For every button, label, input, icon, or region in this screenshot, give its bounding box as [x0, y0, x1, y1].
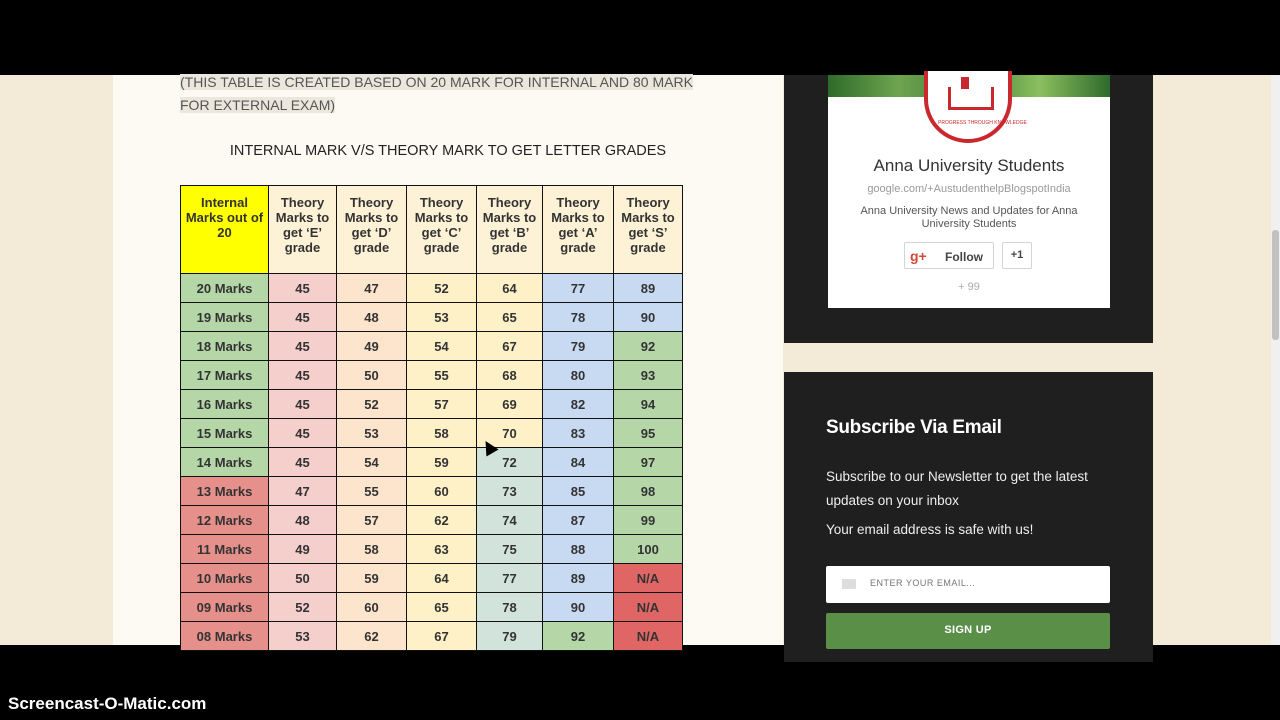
theory-mark-cell: 65: [477, 303, 543, 332]
header-b-grade: Theory Marks to get ‘B’ grade: [477, 186, 543, 274]
gplus-follow-button[interactable]: [904, 242, 994, 269]
theory-mark-cell: 54: [407, 332, 477, 361]
subscribe-safe-text: Your email address is safe with us!: [826, 522, 1034, 537]
theory-mark-cell: 79: [477, 622, 543, 651]
theory-mark-cell: 54: [337, 448, 407, 477]
internal-mark-cell: 09 Marks: [181, 593, 269, 622]
theory-mark-cell: 94: [614, 390, 683, 419]
internal-mark-cell: 18 Marks: [181, 332, 269, 361]
theory-mark-cell: 92: [614, 332, 683, 361]
table-note: (THIS TABLE IS CREATED BASED ON 20 MARK FOR INTERNAL AND 80 MARK FOR EXTERNAL EXAM): [180, 74, 693, 113]
follow-label: Follow: [945, 250, 983, 264]
theory-mark-cell: 84: [543, 448, 614, 477]
internal-mark-cell: 20 Marks: [181, 274, 269, 303]
theory-mark-cell: 77: [543, 274, 614, 303]
theory-mark-cell: 87: [543, 506, 614, 535]
theory-mark-cell: 47: [269, 477, 337, 506]
theory-mark-cell: 82: [543, 390, 614, 419]
theory-mark-cell: 52: [407, 274, 477, 303]
theory-mark-cell: 47: [337, 274, 407, 303]
theory-mark-cell: 72: [477, 448, 543, 477]
theory-mark-cell: 58: [337, 535, 407, 564]
theory-mark-cell: 53: [407, 303, 477, 332]
table-row: [181, 622, 683, 651]
theory-mark-cell: 59: [407, 448, 477, 477]
gplus-page-title[interactable]: Anna University Students: [873, 156, 1065, 175]
table-row: [181, 593, 683, 622]
theory-mark-cell: 49: [269, 535, 337, 564]
theory-mark-cell: 98: [614, 477, 683, 506]
internal-mark-cell: 11 Marks: [181, 535, 269, 564]
header-d-grade: Theory Marks to get ‘D’ grade: [337, 186, 407, 274]
theory-mark-cell: 90: [543, 593, 614, 622]
theory-mark-cell: 90: [614, 303, 683, 332]
theory-mark-cell: 93: [614, 361, 683, 390]
theory-mark-cell: 78: [543, 303, 614, 332]
subscribe-title: Subscribe Via Email: [826, 417, 1002, 438]
theory-mark-cell: 45: [269, 332, 337, 361]
theory-mark-cell: 63: [407, 535, 477, 564]
header-internal: Internal Marks out of 20: [181, 186, 269, 274]
table-row: [181, 506, 683, 535]
theory-mark-cell: 45: [269, 361, 337, 390]
grade-table-body: [181, 274, 683, 651]
header-e-grade: Theory Marks to get ‘E’ grade: [269, 186, 337, 274]
table-row: [181, 477, 683, 506]
theory-mark-cell: 58: [407, 419, 477, 448]
theory-mark-cell: 70: [477, 419, 543, 448]
theory-mark-cell: N/A: [614, 622, 683, 651]
theory-mark-cell: 88: [543, 535, 614, 564]
theory-mark-cell: 92: [543, 622, 614, 651]
theory-mark-cell: 52: [337, 390, 407, 419]
theory-mark-cell: 53: [269, 622, 337, 651]
email-field-container[interactable]: [826, 566, 1110, 603]
internal-mark-cell: 15 Marks: [181, 419, 269, 448]
theory-mark-cell: 73: [477, 477, 543, 506]
theory-mark-cell: 62: [337, 622, 407, 651]
theory-mark-cell: 60: [337, 593, 407, 622]
gplus-follower-count: + 99: [958, 281, 980, 293]
table-row: [181, 419, 683, 448]
internal-mark-cell: 13 Marks: [181, 477, 269, 506]
theory-mark-cell: 100: [614, 535, 683, 564]
theory-mark-cell: 64: [477, 274, 543, 303]
table-row: [181, 448, 683, 477]
internal-mark-cell: 19 Marks: [181, 303, 269, 332]
internal-mark-cell: 08 Marks: [181, 622, 269, 651]
theory-mark-cell: 77: [477, 564, 543, 593]
theory-mark-cell: 75: [477, 535, 543, 564]
theory-mark-cell: 85: [543, 477, 614, 506]
theory-mark-cell: 99: [614, 506, 683, 535]
theory-mark-cell: 80: [543, 361, 614, 390]
theory-mark-cell: N/A: [614, 564, 683, 593]
theory-mark-cell: 69: [477, 390, 543, 419]
browser-viewport: [0, 75, 1280, 645]
theory-mark-cell: 95: [614, 419, 683, 448]
theory-mark-cell: 45: [269, 303, 337, 332]
signup-button[interactable]: SIGN UP: [826, 613, 1110, 649]
theory-mark-cell: 65: [407, 593, 477, 622]
scrollbar-thumb[interactable]: [1272, 230, 1279, 340]
internal-mark-cell: 12 Marks: [181, 506, 269, 535]
theory-mark-cell: 78: [477, 593, 543, 622]
theory-mark-cell: 59: [337, 564, 407, 593]
theory-mark-cell: 60: [407, 477, 477, 506]
mail-icon: [842, 579, 856, 589]
theory-mark-cell: 89: [614, 274, 683, 303]
internal-mark-cell: 16 Marks: [181, 390, 269, 419]
scrollbar[interactable]: [1271, 75, 1280, 645]
theory-mark-cell: 67: [477, 332, 543, 361]
header-row: [181, 186, 683, 274]
gplus-description: Anna University News and Updates for Anna University Students: [860, 205, 1078, 230]
watermark: Screencast-O-Matic.com: [8, 694, 207, 713]
internal-mark-cell: 10 Marks: [181, 564, 269, 593]
internal-mark-cell: 17 Marks: [181, 361, 269, 390]
theory-mark-cell: 50: [337, 361, 407, 390]
theory-mark-cell: 49: [337, 332, 407, 361]
theory-mark-cell: 45: [269, 419, 337, 448]
theory-mark-cell: 45: [269, 274, 337, 303]
theory-mark-cell: 68: [477, 361, 543, 390]
internal-mark-cell: 14 Marks: [181, 448, 269, 477]
table-row: [181, 274, 683, 303]
theory-mark-cell: 57: [407, 390, 477, 419]
theory-mark-cell: 52: [269, 593, 337, 622]
theory-mark-cell: 83: [543, 419, 614, 448]
subscribe-widget: [784, 372, 1153, 662]
theory-mark-cell: 67: [407, 622, 477, 651]
table-row: [181, 390, 683, 419]
google-plus-icon: g+: [910, 248, 927, 264]
theory-mark-cell: N/A: [614, 593, 683, 622]
theory-mark-cell: 97: [614, 448, 683, 477]
theory-mark-cell: 55: [337, 477, 407, 506]
theory-mark-cell: 62: [407, 506, 477, 535]
theory-mark-cell: 50: [269, 564, 337, 593]
table-row: [181, 564, 683, 593]
table-title: INTERNAL MARK V/S THEORY MARK TO GET LETTER GRADES: [229, 143, 667, 159]
theory-mark-cell: 45: [269, 390, 337, 419]
table-row: [181, 535, 683, 564]
theory-mark-cell: 64: [407, 564, 477, 593]
theory-mark-cell: 74: [477, 506, 543, 535]
header-a-grade: Theory Marks to get ‘A’ grade: [543, 186, 614, 274]
theory-mark-cell: 53: [337, 419, 407, 448]
grade-table: [180, 185, 683, 651]
post-content: [113, 75, 783, 645]
header-c-grade: Theory Marks to get ‘C’ grade: [407, 186, 477, 274]
university-logo: PROGRESS THROUGH KNOWLEDGE: [924, 71, 1012, 143]
email-input[interactable]: [868, 577, 1102, 589]
subscribe-text: Subscribe to our Newsletter to get the latest updates on your inbox: [826, 469, 1088, 508]
theory-mark-cell: 55: [407, 361, 477, 390]
theory-mark-cell: 48: [269, 506, 337, 535]
theory-mark-cell: 79: [543, 332, 614, 361]
gplus-page-url[interactable]: google.com/+AustudenthelpBlogspotIndia: [867, 183, 1071, 195]
theory-mark-cell: 89: [543, 564, 614, 593]
theory-mark-cell: 57: [337, 506, 407, 535]
theory-mark-cell: 45: [269, 448, 337, 477]
table-row: [181, 361, 683, 390]
table-row: [181, 303, 683, 332]
plus-one-button[interactable]: +1: [1002, 242, 1032, 269]
theory-mark-cell: 48: [337, 303, 407, 332]
gplus-badge: [784, 75, 1153, 343]
header-s-grade: Theory Marks to get ‘S’ grade: [614, 186, 683, 274]
table-row: [181, 332, 683, 361]
